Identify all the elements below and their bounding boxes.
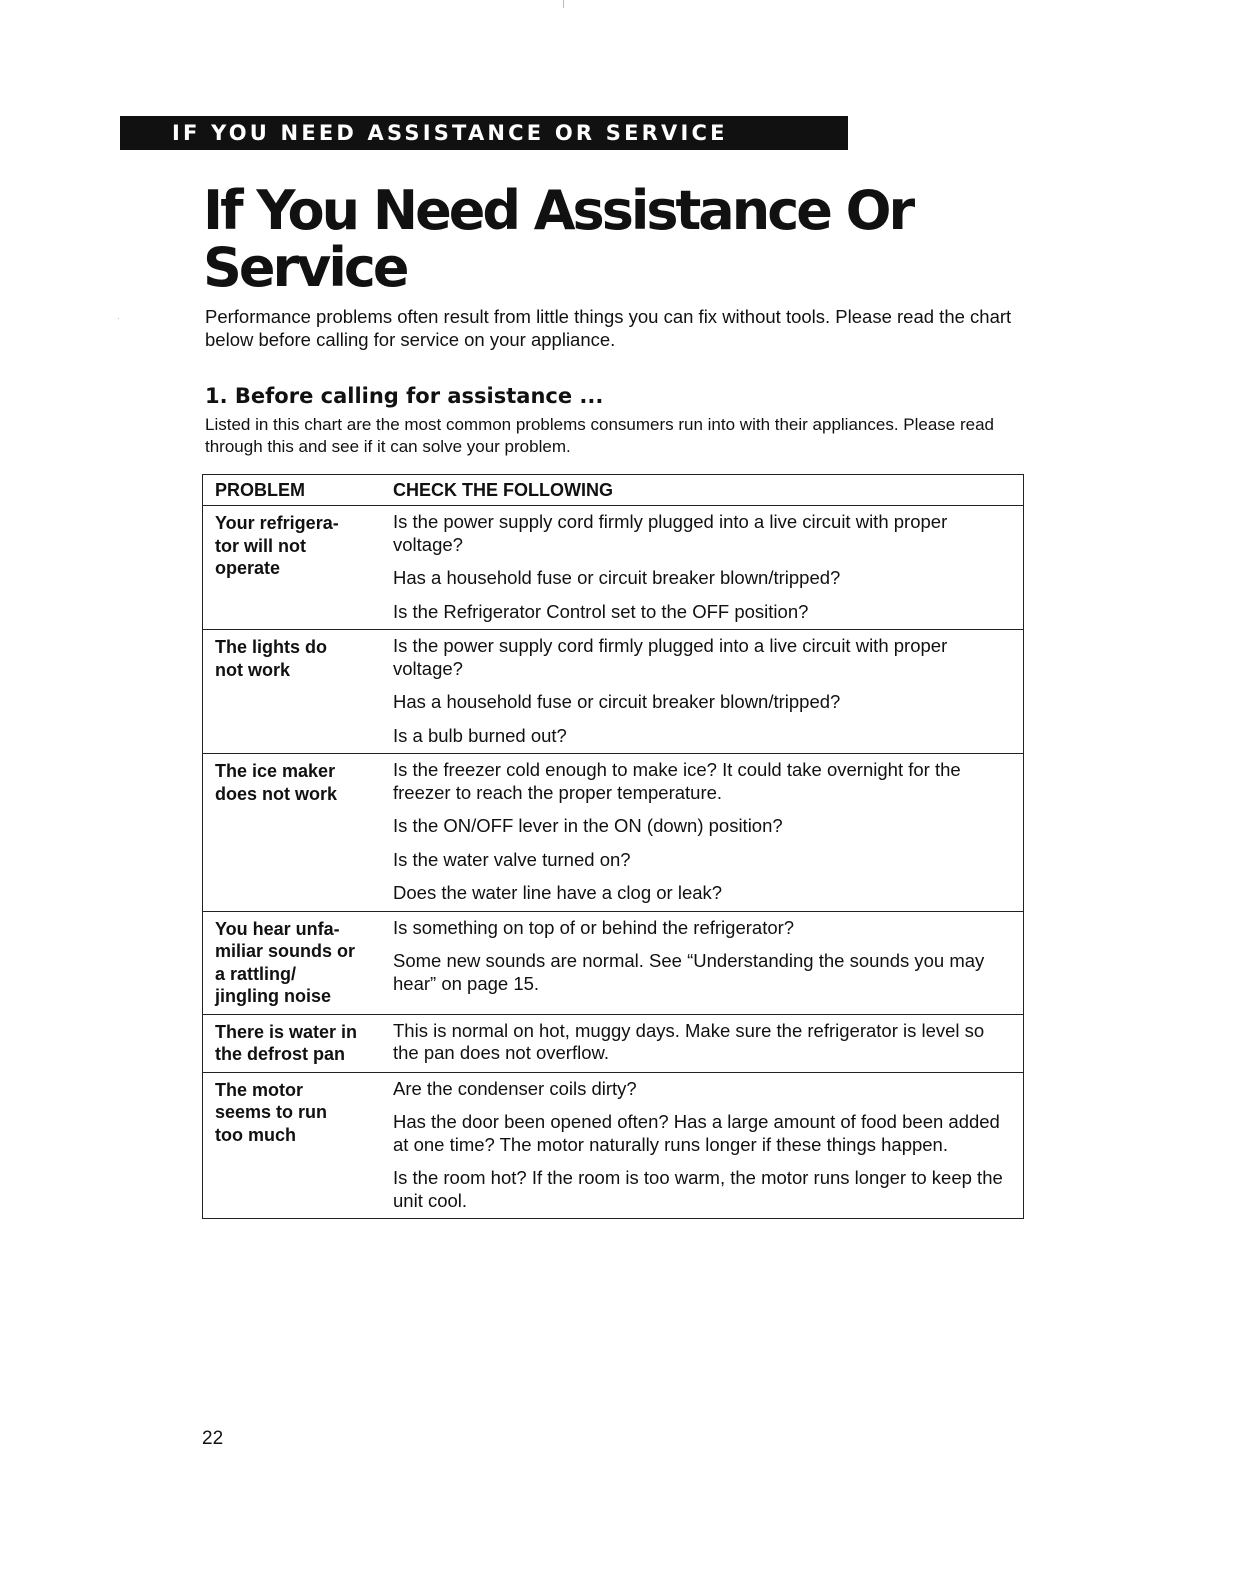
page-number: 22	[202, 1428, 224, 1449]
column-header-problem: PROBLEM	[215, 480, 305, 500]
check-item: Is the power supply cord firmly plugged into a live circuit with proper voltage?	[393, 511, 948, 555]
page-title: If You Need Assistance Or Service	[203, 179, 913, 299]
check-item: Does the water line have a clog or leak?	[393, 882, 723, 903]
section-heading: 1. Before calling for assistance ...	[205, 384, 604, 408]
chart-header-row	[203, 475, 1023, 506]
chart-row	[203, 754, 1023, 912]
problem-cell: There is water in the defrost pan	[215, 1021, 358, 1064]
chart-row	[203, 912, 1023, 1015]
check-item: Is the water valve turned on?	[393, 848, 631, 870]
check-item: Is the freezer cold enough to make ice? It could take overnight for the freezer to reach the proper temperature.	[393, 759, 961, 803]
problem-cell: The motor seems to run too much	[215, 1079, 328, 1145]
check-item: Some new sounds are normal. See “Understanding the sounds you may hear” on page 15.	[393, 950, 985, 994]
check-cell	[393, 511, 1023, 623]
section-intro: Listed in this chart are the most common problems consumers run into with their appliances. Please read through this and see if it can solve your problem.	[205, 415, 994, 456]
intro-paragraph: Performance problems often result from little things you can fix without tools. Please read the chart below before calling for service on your appliance.	[205, 306, 1012, 350]
problem-cell: The ice maker does not work	[215, 761, 338, 804]
chart-body	[203, 506, 1023, 1218]
check-item: Is a bulb burned out?	[393, 724, 567, 746]
check-cell	[393, 1078, 1023, 1213]
check-item: Are the condenser coils dirty?	[393, 1077, 637, 1099]
check-cell	[393, 635, 1023, 747]
problem-cell: Your refrigera- tor will not operate	[215, 513, 339, 578]
check-item: Is the ON/OFF lever in the ON (down) position?	[393, 815, 783, 836]
check-item: Is the Refrigerator Control set to the OFF position?	[393, 600, 809, 622]
chart-row	[203, 506, 1023, 630]
check-item: Has a household fuse or circuit breaker blown/tripped?	[393, 567, 841, 588]
scan-speck	[563, 0, 564, 8]
check-cell	[393, 917, 1023, 1008]
check-item: Is the room hot? If the room is too warm, the motor runs longer to keep the unit cool.	[393, 1167, 1003, 1211]
chart-row	[203, 630, 1023, 754]
check-item: Is something on top of or behind the refrigerator?	[393, 916, 795, 938]
problem-cell: The lights do not work	[215, 637, 327, 680]
section-banner: IF YOU NEED ASSISTANCE OR SERVICE	[120, 116, 848, 150]
chart-row	[203, 1073, 1023, 1219]
scan-speck	[118, 318, 119, 319]
check-item: This is normal on hot, muggy days. Make sure the refrigerator is level so the pan does not overflow.	[393, 1019, 985, 1063]
check-item: Has the door been opened often? Has a large amount of food been added at one time? The motor naturally runs longer if these things happen.	[393, 1111, 1000, 1155]
check-cell	[393, 759, 1023, 905]
column-header-check: CHECK THE FOLLOWING	[393, 480, 613, 500]
problem-cell: You hear unfa- miliar sounds or a rattling/ jingling noise	[215, 918, 356, 1006]
check-cell	[393, 1020, 1023, 1066]
chart-row	[203, 1015, 1023, 1073]
check-item: Is the power supply cord firmly plugged into a live circuit with proper voltage?	[393, 635, 948, 679]
check-item: Has a household fuse or circuit breaker blown/tripped?	[393, 691, 841, 712]
troubleshooting-chart	[202, 474, 1024, 1219]
